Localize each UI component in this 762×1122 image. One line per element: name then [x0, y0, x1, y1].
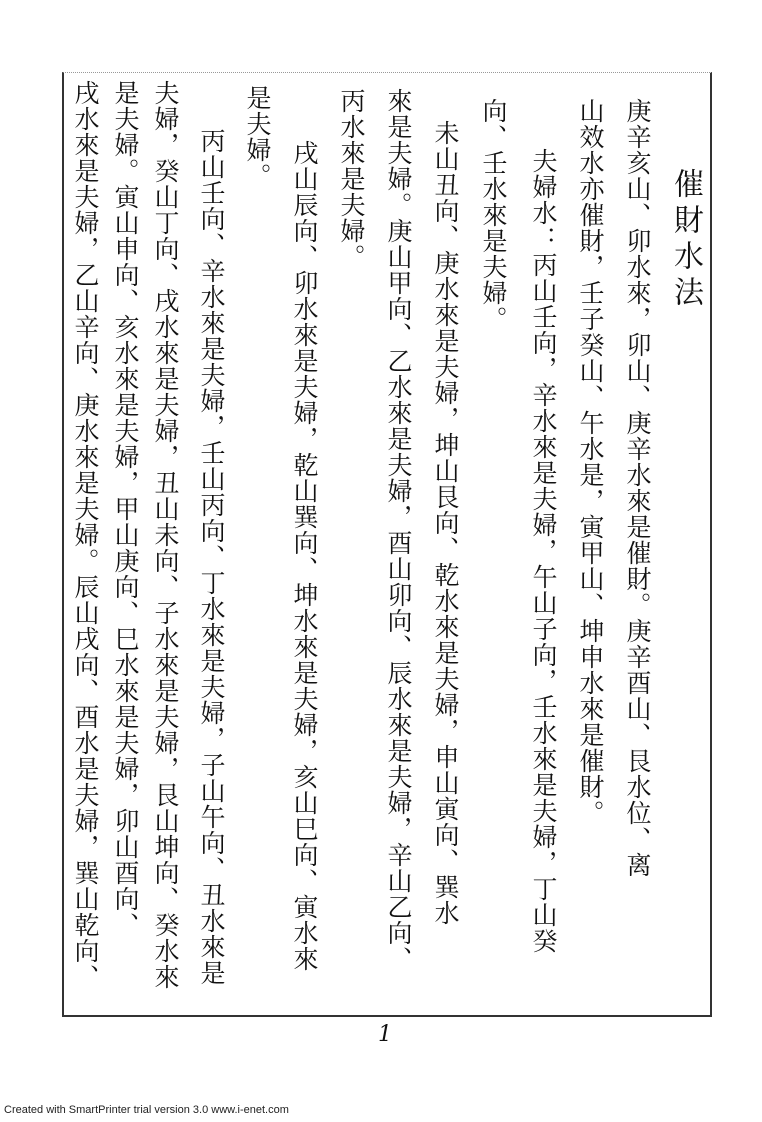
- text-column-13: 戌水來是夫婦，乙山辛向、庚水來是夫婦。辰山戌向、酉水是夫婦，巽山乾向、: [71, 80, 100, 990]
- page-number: 1: [378, 1022, 392, 1047]
- text-column-8: 戌山辰向、卯水來是夫婦，乾山巽向、坤水來是夫婦，亥山巳向、寅水來: [290, 140, 319, 972]
- text-column-6: 來是夫婦。庚山甲向、乙水來是夫婦，酉山卯向、辰水來是夫婦，辛山乙向、: [384, 88, 413, 972]
- text-column-1: 庚辛亥山、卯水來，卯山、庚辛水來是催財。庚辛酉山、艮水位、离: [623, 98, 652, 878]
- text-column-12: 是夫婦。寅山申向、亥水來是夫婦，甲山庚向、巳水來是夫婦，卯山酉向、: [111, 80, 140, 938]
- text-column-7: 丙水來是夫婦。: [337, 88, 366, 270]
- text-column-5: 未山丑向、庚水來是夫婦，坤山艮向、乾水來是夫婦，申山寅向、巽水: [431, 120, 460, 926]
- text-column-10: 丙山壬向、辛水來是夫婦，壬山丙向、丁水來是夫婦，子山午向、丑水來是: [197, 128, 226, 986]
- text-column-2: 山效水亦催財，壬子癸山、午水是，寅甲山、坤申水來是催財。: [576, 98, 605, 826]
- footer-watermark: Created with SmartPrinter trial version 3.0 www.i-enet.com: [4, 1104, 289, 1116]
- text-column-9: 是夫婦。: [243, 85, 272, 189]
- text-column-11: 夫婦，癸山丁向、戌水來是夫婦，丑山未向、子水來是夫婦，艮山坤向、癸水來: [151, 80, 180, 990]
- text-column-4: 向、壬水來是夫婦。: [479, 98, 508, 332]
- text-column-3: 夫婦水：丙山壬向，辛水來是夫婦，午山子向，壬水來是夫婦，丁山癸: [529, 148, 558, 954]
- page-title: 催財水法: [668, 168, 703, 312]
